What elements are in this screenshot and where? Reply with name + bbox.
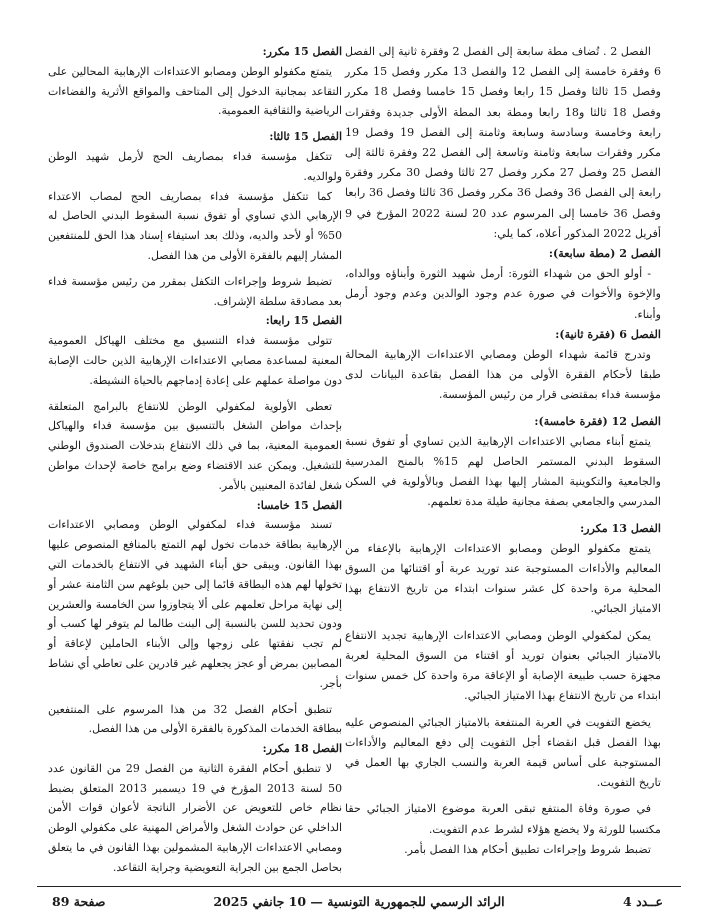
section-heading: الفصل 15 رابعا: [265, 314, 342, 328]
article-2-intro: الفصل 2 . تُضاف مطة سابعة إلى الفصل 2 وفقرة ثانية إلى الفصل 6 وفقرة خامسة إلى الفصل 12 والفصل 13 مكرر وفصل 15 مكرر وفصل 15 ثالثا وفصل 15 رابعا وفصل 15 خامسا وفصل 18 مكرر وفصل 18 ثالثا و18 رابعا ومطة بعد المطة الأولى جديدة وفقرات رابعة وخامسة وسادسة وسابعة وثامنة إلى الفصل 19 وفصل 19 مكرر وفقرات سابعة وثامنة وتاسعة إلى الفصل 22 وفقرة ثالثة إلى الفصل 25 وفصل 27 مكرر وفصل 27 ثالثا وفصل 30 مكرر وفقرة رابعة إلى الفصل 36 وفصل 36 مكرر وفصل 36 ثالثا وفصل 36 رابعا وفصل 36 خامسا إلى المرسوم عدد 20 لسنة 2022 المؤرخ في 9 أفريل 2022 المذكور أعلاه، كما يلي: [345, 45, 662, 240]
paragraph: يخضع التفويت في العربة المنتفعة بالامتياز الجبائي المنصوص عليه بهذا الفصل قبل انقضاء أجل التفويت إلى دفع المعاليم والأداءات المستوجبة على أساس قيمة العربة والنسب الجاري بها العمل في تاريخ التفويت. [345, 715, 661, 790]
paragraph: تنطبق أحكام الفصل 32 من هذا المرسوم على المنتفعين ببطاقة الخدمات المذكورة بالفقرة الأولى من هذا الفصل. [48, 702, 342, 736]
paragraph: تسند مؤسسة فداء لمكفولي الوطن ومصابي الاعتداءات الإرهابية بطاقة خدمات تخول لهم التمتع بالمنافع المنصوص عليها بهذا القانون. ويبقى حق أبناء الشهيد في الانتفاع بالخدمات التي تخولها لهم هذه البطاقة قائما إلى حين بلوغهم سن الثامنة عشر أو إلى نهاية مراحل تعلمهم على ألا يتجاوزوا سن الخامسة والعشرين ودون تحديد للسن بالنسبة إلى البنت طالما لم يتوفر لها كسب أو لم تجب نفقتها على زوجها وإلى الأبناء الحاملين لإعاقة أو المصابين بمرض أو عجز يجعلهم غير قادرين على تعاطي أي نشاط بأجر. [48, 518, 342, 690]
section-heading: الفصل 15 خامسا: [256, 498, 342, 512]
paragraph: تتولى مؤسسة فداء التنسيق مع مختلف الهياكل العمومية المعنية لمساعدة مصابي الاعتداءات الإرهابية الذين حالت الإصابة دون مواصلة عملهم على إعادة إدماجهم بالحياة النشيطة. [48, 334, 342, 387]
right-column [345, 42, 661, 860]
footer-divider [37, 886, 681, 887]
section-heading: الفصل 13 مكرر: [580, 521, 661, 535]
section-heading: الفصل 2 (مطة سابعة): [548, 247, 661, 261]
paragraph: يتمتع أبناء مصابي الاعتداءات الإرهابية الذين تساوي أو تفوق نسبة السقوط البدني المستمر الحاصل لهم 15% بالمنح المدرسية والجامعية والتكوينية المشار إليها بهذا الفصل وبالأولوية في السكن المدرسي والجامعي بصفة مجانية طيلة مدة تعلمهم. [345, 434, 661, 509]
paragraph: يتمتع مكفولو الوطن ومصابو الاعتداءات الإرهابية بالإعفاء من المعاليم والأداءات المستوجبة عند توريد عربة أو اقتنائها من السوق المحلية مرة واحدة كل عشر سنوات ابتداء من تاريخ الانتفاع بهذا الامتياز الجبائي. [345, 541, 661, 616]
issue-number: عــدد 4 [623, 894, 663, 909]
paragraph: تضبط شروط وإجراءات التكفل بمقرر من رئيس مؤسسة فداء بعد مصادقة سلطة الإشراف. [48, 274, 342, 308]
paragraph: تضبط شروط وإجراءات تطبيق أحكام هذا الفصل بأمر. [404, 842, 651, 856]
journal-title: الرائد الرسمي للجمهورية التونسية — 10 جانفي 2025 [213, 894, 505, 909]
paragraph: تعطى الأولوية لمكفولي الوطن للانتفاع بالبرامج المتعلقة بإحداث مواطن الشغل بالتنسيق بين مؤسسة فداء والهياكل العمومية المعنية، بما في ذلك الانتفاع بتدخلات الصندوق الوطني للتشغيل. ويمكن عند الاقتضاء وضع برامج خاصة لإحداث مواطن شغل لفائدة المعنيين بالأمر. [48, 399, 342, 492]
section-heading: الفصل 15 مكرر: [262, 45, 342, 58]
page-number: صفحة 89 [52, 894, 106, 909]
paragraph: وتدرج قائمة شهداء الوطن ومصابي الاعتداءات الإرهابية المحالة طبقا لأحكام الفقرة الأولى من هذا الفصل بقاعدة البيانات لدى مؤسسة فداء بمقتضى قرار من رئيس المؤسسة. [345, 348, 661, 402]
paragraph: في صورة وفاة المنتفع تبقى العربة موضوع الامتياز الجبائي حقا مكتسبا للورثة ولا يخضع هؤلاء لشرط عدم التفويت. [345, 802, 661, 836]
section-heading: الفصل 15 ثالثا: [269, 130, 342, 144]
paragraph: - أولو الحق من شهداء الثورة: أرمل شهيد الثورة وأبناؤه ووالداه، والإخوة والأخوات في صورة عدم وجود الوالدين وعدم وجود أرمل وأبناء. [345, 267, 661, 321]
section-heading: الفصل 12 (فقرة خامسة): [534, 414, 661, 428]
left-column [48, 42, 342, 878]
paragraph: يتمتع مكفولو الوطن ومصابو الاعتداءات الإرهابية المحالين على التقاعد بمجانية الدخول إلى المتاحف والمواقع الأثرية والفضاءات الرياضية والثقافية العمومية. [48, 64, 342, 118]
paragraph: لا تنطبق أحكام الفقرة الثانية من الفصل 29 من القانون عدد 50 لسنة 2013 المؤرخ في 19 ديسمبر 2013 المتعلق بضبط نظام خاص للتعويض عن الأضرار الناتجة لأعوان قوات الأمن الداخلي عن حوادث الشغل والأمراض المهنية على مكفولي الوطن ومصابي الاعتداءات الإرهابية المشمولين بهذا القانون في ما يتعلق بحاصل الجمع بين الجراية التعويضية وجراية التقاعد. [48, 761, 342, 874]
page-footer [37, 894, 681, 912]
paragraph: يمكن لمكفولي الوطن ومصابي الاعتداءات الإرهابية تجديد الانتفاع بالامتياز الجبائي بعنوان توريد أو اقتناء من السوق المحلية لعربة مجهزة حسب طبيعة الإصابة أو الإعاقة مرة واحدة كل خمس سنوات ابتداء من تاريخ الانتفاع بهذا الامتياز الجبائي. [345, 628, 661, 703]
paragraph: كما تتكفل مؤسسة فداء بمصاريف الحج لمصاب الاعتداء الإرهابي الذي تساوي أو تفوق نسبة السقوط البدني الحاصل له 50% أو لأحد والديه، وذلك بعد استيفاء إسناد هذا الحق للمنتفعين المشار إليهم بالفقرة الأولى من هذا الفصل. [48, 189, 342, 262]
paragraph: تتكفل مؤسسة فداء بمصاريف الحج لأرمل شهيد الوطن ولوالديه. [48, 149, 342, 183]
section-heading: الفصل 6 (فقرة ثانية): [555, 327, 661, 341]
section-heading: الفصل 18 مكرر: [262, 742, 342, 756]
